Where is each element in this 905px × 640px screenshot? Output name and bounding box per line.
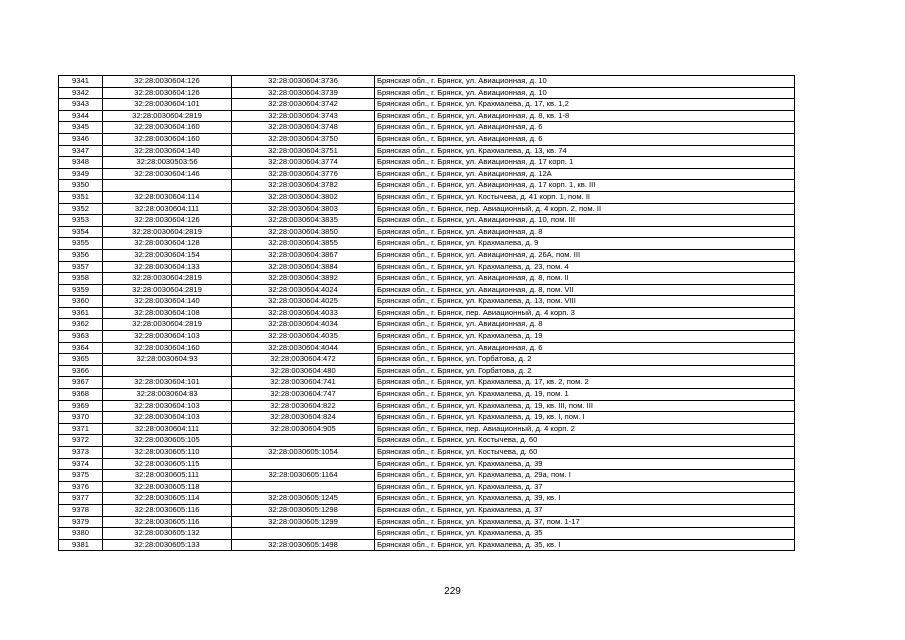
address: Брянская обл., г. Брянск, ул. Авиационная, д. 17 корп. 1, кв. III [375,180,795,192]
cadastral-number: 32:28:0030604:3739 [232,87,375,99]
parent-cadastral-number: 32:28:0030604:2819 [103,319,232,331]
address: Брянская обл., г. Брянск, ул. Авиационная, д. 8, пом. II [375,273,795,285]
address: Брянская обл., г. Брянск, ул. Крахмалева, д. 23, пом. 4 [375,261,795,273]
row-number: 9346 [59,133,103,145]
row-number: 9379 [59,516,103,528]
address: Брянская обл., г. Брянск, ул. Крахмалева, д. 37 [375,504,795,516]
cadastral-number: 32:28:0030604:4044 [232,342,375,354]
parent-cadastral-number: 32:28:0030604:140 [103,296,232,308]
address: Брянская обл., г. Брянск, ул. Крахмалева, д. 29а, пом. I [375,470,795,482]
parent-cadastral-number: 32:28:0030604:101 [103,377,232,389]
address: Брянская обл., г. Брянск, ул. Авиационная, д. 6 [375,122,795,134]
address: Брянская обл., г. Брянск, ул. Авиационная, д. 10 [375,87,795,99]
table-row [59,423,795,435]
row-number: 9371 [59,423,103,435]
table-row [59,168,795,180]
page-number: 229 [444,586,461,597]
row-number: 9372 [59,435,103,447]
table-row [59,447,795,459]
parent-cadastral-number: 32:28:0030604:146 [103,168,232,180]
cadastral-number: 32:28:0030604:824 [232,412,375,424]
row-number: 9377 [59,493,103,505]
records-table [58,75,795,551]
cadastral-number: 32:28:0030604:3774 [232,157,375,169]
cadastral-number: 32:28:0030605:1299 [232,516,375,528]
address: Брянская обл., г. Брянск, ул. Крахмалева, д. 19, кв. I, пом. I [375,412,795,424]
address: Брянская обл., г. Брянск, пер. Авиационный, д. 4 корп. 2 [375,423,795,435]
address: Брянская обл., г. Брянск, ул. Костычева, д. 41 корп. 1, пом. II [375,191,795,203]
row-number: 9367 [59,377,103,389]
parent-cadastral-number: 32:28:0030604:128 [103,238,232,250]
table-row [59,481,795,493]
row-number: 9351 [59,191,103,203]
row-number: 9343 [59,99,103,111]
row-number: 9357 [59,261,103,273]
row-number: 9370 [59,412,103,424]
table-row [59,389,795,401]
address: Брянская обл., г. Брянск, ул. Авиационная, д. 17 корп. 1 [375,157,795,169]
table-row [59,504,795,516]
cadastral-number: 32:28:0030604:3751 [232,145,375,157]
cadastral-number: 32:28:0030604:3835 [232,215,375,227]
address: Брянская обл., г. Брянск, ул. Авиационная, д. 8, пом. VII [375,284,795,296]
cadastral-number: 32:28:0030605:1298 [232,504,375,516]
address: Брянская обл., г. Брянск, ул. Крахмалева, д. 39 [375,458,795,470]
table-row [59,215,795,227]
table-row [59,273,795,285]
parent-cadastral-number: 32:28:0030604:126 [103,215,232,227]
parent-cadastral-number: 32:28:0030604:114 [103,191,232,203]
row-number: 9355 [59,238,103,250]
table-row [59,365,795,377]
table-row [59,539,795,551]
table-row [59,284,795,296]
parent-cadastral-number: 32:28:0030604:103 [103,400,232,412]
cadastral-number: 32:28:0030604:480 [232,365,375,377]
table-row [59,261,795,273]
cadastral-number [232,481,375,493]
parent-cadastral-number: 32:28:0030604:93 [103,354,232,366]
cadastral-number: 32:28:0030604:3782 [232,180,375,192]
address: Брянская обл., г. Брянск, ул. Крахмалева, д. 17, кв. 1,2 [375,99,795,111]
parent-cadastral-number: 32:28:0030605:133 [103,539,232,551]
cadastral-number: 32:28:0030604:3892 [232,273,375,285]
address: Брянская обл., г. Брянск, ул. Костычева, д. 60 [375,435,795,447]
parent-cadastral-number: 32:28:0030605:115 [103,458,232,470]
cadastral-number: 32:28:0030604:747 [232,389,375,401]
cadastral-number: 32:28:0030604:3884 [232,261,375,273]
parent-cadastral-number: 32:28:0030604:2819 [103,110,232,122]
row-number: 9347 [59,145,103,157]
address: Брянская обл., г. Брянск, пер. Авиационный, д. 4 корп. 2, пом. II [375,203,795,215]
parent-cadastral-number: 32:28:0030604:160 [103,122,232,134]
cadastral-number: 32:28:0030604:3803 [232,203,375,215]
row-number: 9365 [59,354,103,366]
table-row [59,458,795,470]
parent-cadastral-number: 32:28:0030604:2819 [103,284,232,296]
row-number: 9344 [59,110,103,122]
cadastral-number: 32:28:0030604:3776 [232,168,375,180]
row-number: 9380 [59,528,103,540]
cadastral-number: 32:28:0030604:3736 [232,76,375,88]
row-number: 9356 [59,249,103,261]
table-row [59,122,795,134]
address: Брянская обл., г. Брянск, ул. Авиационная, д. 26А, пом. III [375,249,795,261]
parent-cadastral-number [103,365,232,377]
row-number: 9368 [59,389,103,401]
cadastral-number: 32:28:0030604:4024 [232,284,375,296]
row-number: 9348 [59,157,103,169]
parent-cadastral-number: 32:28:0030604:160 [103,342,232,354]
cadastral-number: 32:28:0030605:1245 [232,493,375,505]
table-row [59,99,795,111]
row-number: 9381 [59,539,103,551]
row-number: 9352 [59,203,103,215]
address: Брянская обл., г. Брянск, ул. Крахмалева, д. 37, пом. 1-17 [375,516,795,528]
row-number: 9361 [59,307,103,319]
parent-cadastral-number: 32:28:0030604:101 [103,99,232,111]
row-number: 9369 [59,400,103,412]
parent-cadastral-number: 32:28:0030605:118 [103,481,232,493]
address: Брянская обл., г. Брянск, ул. Крахмалева, д. 35, кв. I [375,539,795,551]
parent-cadastral-number: 32:28:0030604:111 [103,203,232,215]
cadastral-number: 32:28:0030604:4035 [232,331,375,343]
address: Брянская обл., г. Брянск, ул. Крахмалева, д. 39, кв. I [375,493,795,505]
cadastral-number: 32:28:0030604:822 [232,400,375,412]
table-row [59,249,795,261]
records-table-body [59,76,795,551]
row-number: 9362 [59,319,103,331]
address: Брянская обл., г. Брянск, ул. Крахмалева, д. 9 [375,238,795,250]
cadastral-number: 32:28:0030604:3850 [232,226,375,238]
address: Брянская обл., г. Брянск, ул. Крахмалева, д. 17, кв. 2, пом. 2 [375,377,795,389]
parent-cadastral-number: 32:28:0030604:133 [103,261,232,273]
parent-cadastral-number: 32:28:0030604:126 [103,76,232,88]
address: Брянская обл., г. Брянск, ул. Крахмалева, д. 13, кв. 74 [375,145,795,157]
parent-cadastral-number [103,180,232,192]
row-number: 9373 [59,447,103,459]
cadastral-number: 32:28:0030604:3802 [232,191,375,203]
address: Брянская обл., г. Брянск, ул. Горбатова, д. 2 [375,365,795,377]
table-row [59,331,795,343]
parent-cadastral-number: 32:28:0030604:126 [103,87,232,99]
row-number: 9345 [59,122,103,134]
address: Брянская обл., г. Брянск, ул. Авиационная, д. 8 [375,319,795,331]
address: Брянская обл., г. Брянск, ул. Авиационная, д. 8 [375,226,795,238]
address: Брянская обл., г. Брянск, ул. Авиационная, д. 8, кв. 1-8 [375,110,795,122]
table-row [59,226,795,238]
row-number: 9350 [59,180,103,192]
parent-cadastral-number: 32:28:0030604:103 [103,412,232,424]
table-row [59,145,795,157]
table-row [59,435,795,447]
row-number: 9358 [59,273,103,285]
table-row [59,238,795,250]
row-number: 9341 [59,76,103,88]
parent-cadastral-number: 32:28:0030604:103 [103,331,232,343]
address: Брянская обл., г. Брянск, ул. Крахмалева, д. 37 [375,481,795,493]
table-row [59,87,795,99]
parent-cadastral-number: 32:28:0030604:83 [103,389,232,401]
row-number: 9342 [59,87,103,99]
cadastral-number: 32:28:0030605:1164 [232,470,375,482]
parent-cadastral-number: 32:28:0030605:132 [103,528,232,540]
address: Брянская обл., г. Брянск, ул. Авиационная, д. 6 [375,342,795,354]
cadastral-number [232,458,375,470]
parent-cadastral-number: 32:28:0030605:105 [103,435,232,447]
parent-cadastral-number: 32:28:0030503:56 [103,157,232,169]
table-row [59,470,795,482]
row-number: 9364 [59,342,103,354]
parent-cadastral-number: 32:28:0030604:2819 [103,273,232,285]
cadastral-number: 32:28:0030604:3855 [232,238,375,250]
table-row [59,354,795,366]
table-row [59,493,795,505]
address: Брянская обл., г. Брянск, ул. Крахмалева, д. 19 [375,331,795,343]
row-number: 9376 [59,481,103,493]
row-number: 9354 [59,226,103,238]
address: Брянская обл., г. Брянск, ул. Костычева, д. 60 [375,447,795,459]
cadastral-number: 32:28:0030604:472 [232,354,375,366]
parent-cadastral-number: 32:28:0030604:108 [103,307,232,319]
parent-cadastral-number: 32:28:0030605:116 [103,504,232,516]
cadastral-number: 32:28:0030604:4034 [232,319,375,331]
parent-cadastral-number: 32:28:0030605:116 [103,516,232,528]
parent-cadastral-number: 32:28:0030604:160 [103,133,232,145]
table-row [59,180,795,192]
table-row [59,307,795,319]
parent-cadastral-number: 32:28:0030605:111 [103,470,232,482]
parent-cadastral-number: 32:28:0030605:114 [103,493,232,505]
address: Брянская обл., г. Брянск, ул. Горбатова, д. 2 [375,354,795,366]
row-number: 9378 [59,504,103,516]
parent-cadastral-number: 32:28:0030604:2819 [103,226,232,238]
cadastral-number: 32:28:0030604:3742 [232,99,375,111]
cadastral-number: 32:28:0030604:905 [232,423,375,435]
address: Брянская обл., г. Брянск, ул. Крахмалева, д. 19, пом. 1 [375,389,795,401]
parent-cadastral-number: 32:28:0030604:154 [103,249,232,261]
cadastral-number: 32:28:0030604:3750 [232,133,375,145]
table-row [59,296,795,308]
row-number: 9375 [59,470,103,482]
parent-cadastral-number: 32:28:0030604:111 [103,423,232,435]
table-row [59,76,795,88]
address: Брянская обл., г. Брянск, ул. Крахмалева, д. 13, пом. VIII [375,296,795,308]
table-row [59,319,795,331]
cadastral-number [232,528,375,540]
table-row [59,133,795,145]
address: Брянская обл., г. Брянск, ул. Авиационная, д. 10 [375,76,795,88]
table-row [59,191,795,203]
table-row [59,157,795,169]
table-row [59,203,795,215]
row-number: 9374 [59,458,103,470]
address: Брянская обл., г. Брянск, ул. Авиационная, д. 10, пом. III [375,215,795,227]
table-row [59,412,795,424]
row-number: 9359 [59,284,103,296]
table-row [59,377,795,389]
cadastral-number [232,435,375,447]
table-row [59,400,795,412]
table-row [59,110,795,122]
cadastral-number: 32:28:0030604:4033 [232,307,375,319]
row-number: 9353 [59,215,103,227]
address: Брянская обл., г. Брянск, ул. Авиационная, д. 6 [375,133,795,145]
table-row [59,528,795,540]
row-number: 9360 [59,296,103,308]
parent-cadastral-number: 32:28:0030604:140 [103,145,232,157]
cadastral-number: 32:28:0030604:3867 [232,249,375,261]
cadastral-number: 32:28:0030605:1498 [232,539,375,551]
cadastral-number: 32:28:0030604:741 [232,377,375,389]
parent-cadastral-number: 32:28:0030605:110 [103,447,232,459]
address: Брянская обл., г. Брянск, ул. Крахмалева, д. 35 [375,528,795,540]
table-row [59,516,795,528]
row-number: 9366 [59,365,103,377]
table-row [59,342,795,354]
row-number: 9363 [59,331,103,343]
address: Брянская обл., г. Брянск, пер. Авиационный, д. 4 корп. 3 [375,307,795,319]
address: Брянская обл., г. Брянск, ул. Крахмалева, д. 19, кв. III, пом. III [375,400,795,412]
cadastral-number: 32:28:0030605:1054 [232,447,375,459]
cadastral-number: 32:28:0030604:3743 [232,110,375,122]
cadastral-number: 32:28:0030604:3748 [232,122,375,134]
row-number: 9349 [59,168,103,180]
cadastral-number: 32:28:0030604:4025 [232,296,375,308]
address: Брянская обл., г. Брянск, ул. Авиационная, д. 12А [375,168,795,180]
